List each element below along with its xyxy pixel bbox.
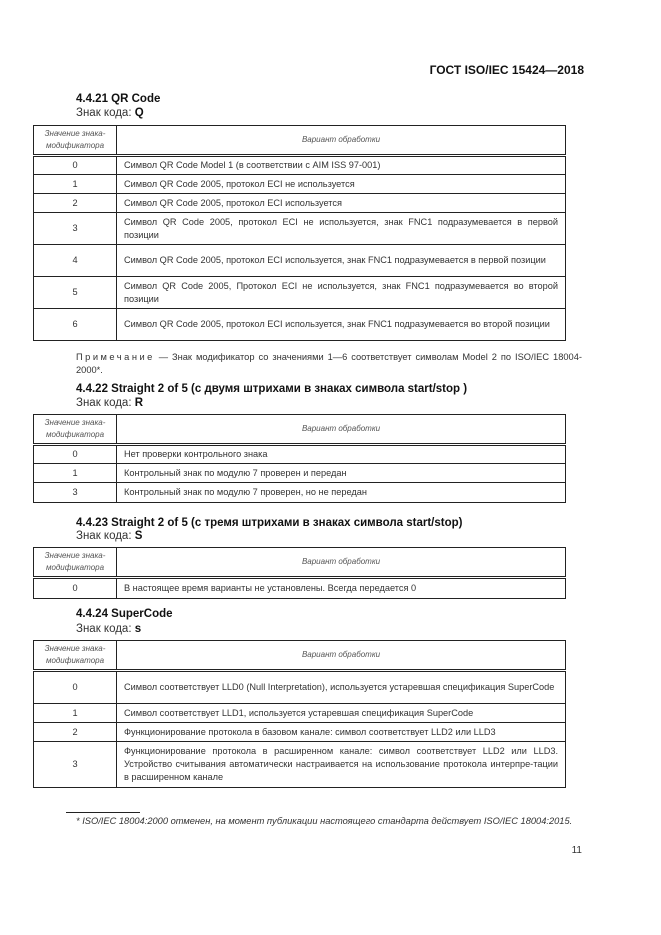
table-straight-2of5-three-bar: [33, 547, 566, 599]
footnote: * ISO/IEC 18004:2000 отменен, на момент публикации настоящего стандарта действует ISO/IEC 18004:2015.: [76, 816, 573, 826]
page-number: 11: [571, 845, 582, 856]
variant-text: Символ QR Code 2005, протокол ECI используется, знак FNC1 подразумевается в первой позиции: [117, 245, 566, 277]
variant-text: Функционирование протокола в базовом канале: символ соответствует LLD2 или LLD3: [117, 723, 566, 742]
code-sign: Знак кода: Q: [76, 107, 144, 119]
variant-text: Символ QR Code 2005, протокол ECI не используется: [117, 175, 566, 194]
footnote-divider: [66, 812, 140, 813]
table-row: [34, 742, 566, 788]
table-row: [34, 309, 566, 341]
table-supercode: [33, 640, 566, 788]
variant-text: Контрольный знак по модулю 7 проверен и передан: [117, 464, 566, 483]
table-row: [34, 245, 566, 277]
variant-text: Символ QR Code Model 1 (в соответствии с AIM ISS 97-001): [117, 156, 566, 175]
table-row: [34, 483, 566, 503]
variant-text: В настоящее время варианты не установлены. Всегда передается 0: [117, 578, 566, 599]
table-row: [34, 213, 566, 245]
variant-text: Символ QR Code 2005, Протокол ECI не используется, знак FNC1 подразумевается во второй позиции: [117, 277, 566, 309]
code-sign: Знак кода: R: [76, 397, 144, 409]
modifier-value: 4: [34, 245, 117, 277]
code-sign: Знак кода: S: [76, 530, 143, 542]
table-row: [34, 671, 566, 704]
table-straight-2of5-two-bar: [33, 414, 566, 503]
variant-text: Символ QR Code 2005, протокол ECI используется: [117, 194, 566, 213]
section-title: 4.4.22 Straight 2 of 5 (с двумя штрихами в знаках символа start/stop ): [76, 383, 468, 395]
variant-text: Нет проверки контрольного знака: [117, 445, 566, 464]
variant-text: Символ QR Code 2005, протокол ECI не используется, знак FNC1 подразумевается в первой позиции: [117, 213, 566, 245]
code-sign: Знак кода: s: [76, 623, 142, 635]
modifier-value: 0: [34, 671, 117, 704]
table-header-row: [34, 126, 566, 156]
running-header: ГОСТ ISO/IEC 15424—2018: [429, 63, 584, 77]
column-header-modifier: Значение знака-модификатора: [34, 548, 117, 578]
table-header-row: [34, 548, 566, 578]
modifier-value: 2: [34, 723, 117, 742]
modifier-value: 3: [34, 742, 117, 788]
variant-text: Символ соответствует LLD1, используется устаревшая спецификация SuperCode: [117, 704, 566, 723]
table-row: [34, 194, 566, 213]
column-header-variant: Вариант обработки: [117, 548, 566, 578]
table-row: [34, 704, 566, 723]
modifier-value: 1: [34, 464, 117, 483]
table-row: [34, 156, 566, 175]
modifier-value: 3: [34, 483, 117, 503]
table-header-row: [34, 641, 566, 671]
column-header-modifier: Значение знака-модификатора: [34, 415, 117, 445]
column-header-variant: Вариант обработки: [117, 641, 566, 671]
section-title: 4.4.21 QR Code: [76, 93, 161, 105]
modifier-value: 0: [34, 156, 117, 175]
note: Примечание — Знак модификатор со значениями 1—6 соответствует символам Model 2 по ISO/IEC 18004-2000*.: [76, 352, 582, 375]
table-header-row: [34, 415, 566, 445]
modifier-value: 6: [34, 309, 117, 341]
modifier-value: 5: [34, 277, 117, 309]
variant-text: Символ QR Code 2005, протокол ECI используется, знак FNC1 подразумевается во второй позиции: [117, 309, 566, 341]
variant-text: Контрольный знак по модулю 7 проверен, но не передан: [117, 483, 566, 503]
modifier-value: 0: [34, 578, 117, 599]
table-row: [34, 175, 566, 194]
column-header-variant: Вариант обработки: [117, 415, 566, 445]
section-title: 4.4.23 Straight 2 of 5 (с тремя штрихами в знаках символа start/stop): [76, 517, 463, 529]
modifier-value: 0: [34, 445, 117, 464]
table-row: [34, 445, 566, 464]
section-title: 4.4.24 SuperCode: [76, 608, 173, 620]
modifier-value: 2: [34, 194, 117, 213]
variant-text: Символ соответствует LLD0 (Null Interpretation), используется устаревшая спецификация SuperCode: [117, 671, 566, 704]
table-row: [34, 723, 566, 742]
column-header-modifier: Значение знака-модификатора: [34, 641, 117, 671]
table-qr-code: [33, 125, 566, 341]
modifier-value: 1: [34, 175, 117, 194]
table-row: [34, 277, 566, 309]
column-header-modifier: Значение знака-модификатора: [34, 126, 117, 156]
column-header-variant: Вариант обработки: [117, 126, 566, 156]
table-row: [34, 578, 566, 599]
table-row: [34, 464, 566, 483]
variant-text: Функционирование протокола в расширенном канале: символ соответствует LLD2 или LLD3. Устройство считывания автоматически настраивается на использование протокола интерпре-тации в расширенном канале: [117, 742, 566, 788]
modifier-value: 1: [34, 704, 117, 723]
modifier-value: 3: [34, 213, 117, 245]
